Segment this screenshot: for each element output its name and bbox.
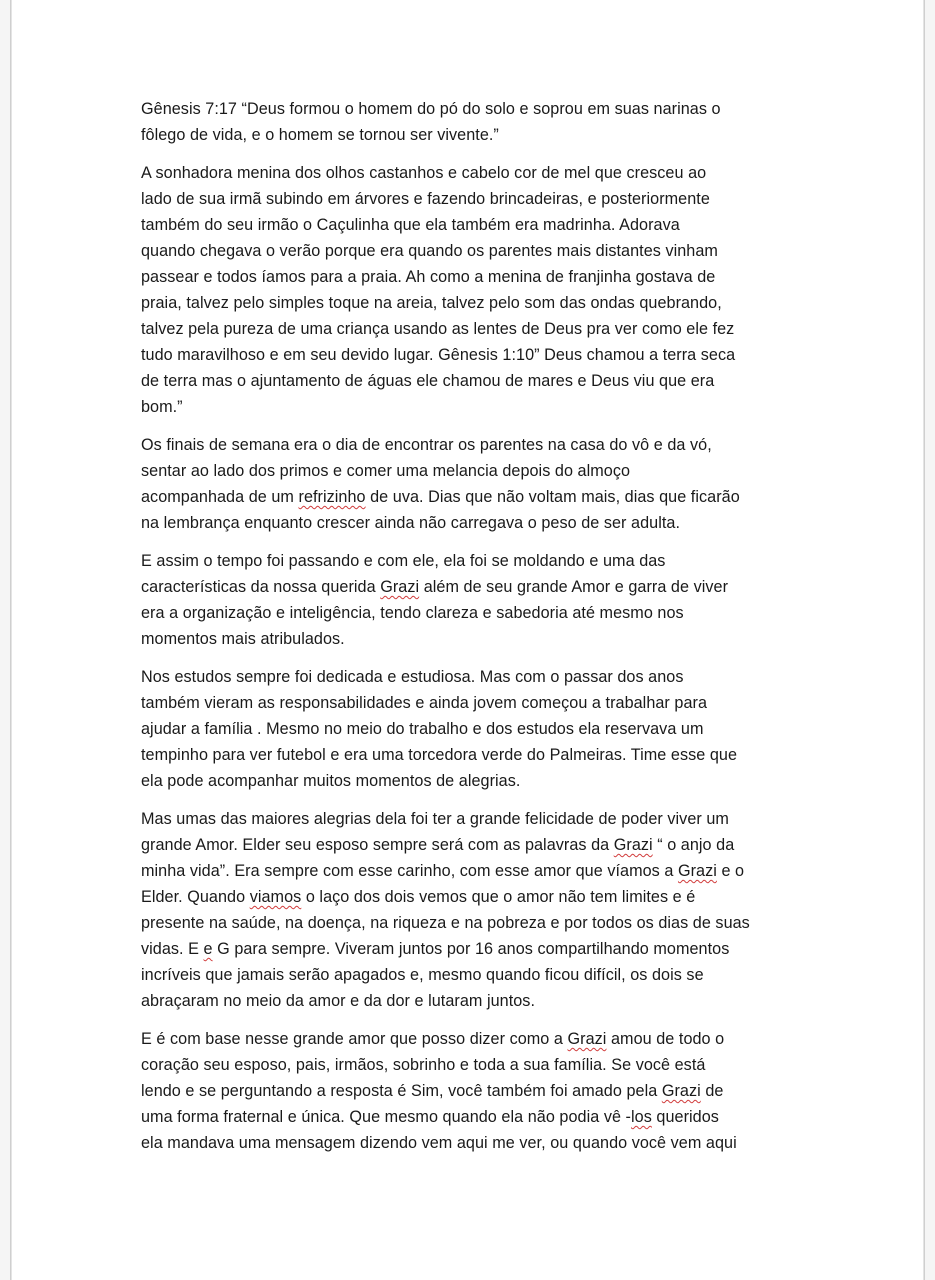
paragraph bbox=[141, 806, 811, 1014]
text-segment: tempinho para ver futebol e era uma torcedora verde do Palmeiras. Time esse que bbox=[141, 746, 738, 764]
text-segment: além de seu grande Amor e garra de viver bbox=[419, 578, 729, 596]
paragraph bbox=[141, 160, 811, 420]
paragraph bbox=[141, 548, 811, 652]
spelling-error-word[interactable]: los bbox=[631, 1108, 652, 1126]
text-segment: lado de sua irmã subindo em árvores e fazendo brincadeiras, e posteriormente bbox=[141, 190, 710, 208]
text-line bbox=[141, 768, 811, 794]
paragraph bbox=[141, 664, 811, 794]
text-segment: passear e todos íamos para a praia. Ah como a menina de franjinha gostava de bbox=[141, 268, 716, 286]
text-line bbox=[141, 626, 811, 652]
text-segment: Gênesis 7:17 “Deus formou o homem do pó do solo e soprou em suas narinas o bbox=[141, 100, 721, 118]
text-line bbox=[141, 1078, 811, 1104]
spelling-error-word[interactable]: Grazi bbox=[380, 578, 420, 596]
text-segment: era a organização e inteligência, tendo clareza e sabedoria até mesmo nos bbox=[141, 604, 684, 622]
text-segment: A sonhadora menina dos olhos castanhos e cabelo cor de mel que cresceu ao bbox=[141, 164, 707, 182]
text-segment: também vieram as responsabilidades e ainda jovem começou a trabalhar para bbox=[141, 694, 708, 712]
text-segment: de terra mas o ajuntamento de águas ele chamou de mares e Deus viu que era bbox=[141, 372, 715, 390]
text-segment: E assim o tempo foi passando e com ele, ela foi se moldando e uma das bbox=[141, 552, 666, 570]
text-segment: uma forma fraternal e única. Que mesmo quando ela não podia vê - bbox=[141, 1108, 632, 1126]
text-segment: momentos mais atribulados. bbox=[141, 630, 345, 648]
text-segment: Os finais de semana era o dia de encontrar os parentes na casa do vô e da vó, bbox=[141, 436, 712, 454]
text-line bbox=[141, 858, 811, 884]
text-line bbox=[141, 160, 811, 186]
text-segment: tudo maravilhoso e em seu devido lugar. Gênesis 1:10” Deus chamou a terra seca bbox=[141, 346, 736, 364]
text-line bbox=[141, 238, 811, 264]
text-segment: o laço dos dois vemos que o amor não tem limites e é bbox=[301, 888, 696, 906]
text-line bbox=[141, 574, 811, 600]
text-line bbox=[141, 1130, 811, 1156]
text-line bbox=[141, 600, 811, 626]
text-line bbox=[141, 96, 811, 122]
spelling-error-word[interactable]: viamos bbox=[249, 888, 302, 906]
spelling-error-word[interactable]: e bbox=[203, 940, 213, 958]
text-line bbox=[141, 212, 811, 238]
text-line bbox=[141, 264, 811, 290]
text-line bbox=[141, 936, 811, 962]
document-page bbox=[10, 0, 925, 1280]
text-line bbox=[141, 716, 811, 742]
text-line bbox=[141, 1104, 811, 1130]
text-segment: bom.” bbox=[141, 398, 183, 416]
paragraph bbox=[141, 1026, 811, 1156]
text-line bbox=[141, 742, 811, 768]
text-line bbox=[141, 458, 811, 484]
spelling-error-word[interactable]: Grazi bbox=[567, 1030, 607, 1048]
text-segment: sentar ao lado dos primos e comer uma melancia depois do almoço bbox=[141, 462, 631, 480]
text-segment: amou de todo o bbox=[606, 1030, 725, 1048]
text-segment: queridos bbox=[651, 1108, 719, 1126]
text-line bbox=[141, 484, 811, 510]
text-line bbox=[141, 988, 811, 1014]
spelling-error-word[interactable]: Grazi bbox=[677, 862, 717, 880]
text-segment: fôlego de vida, e o homem se tornou ser vivente.” bbox=[141, 126, 499, 144]
text-segment: de bbox=[700, 1082, 724, 1100]
text-line bbox=[141, 186, 811, 212]
text-segment: presente na saúde, na doença, na riqueza e na pobreza e por todos os dias de suas bbox=[141, 914, 750, 932]
spelling-error-word[interactable]: Grazi bbox=[661, 1082, 701, 1100]
text-segment: ajudar a família . Mesmo no meio do trabalho e dos estudos ela reservava um bbox=[141, 720, 704, 738]
text-line bbox=[141, 962, 811, 988]
text-line bbox=[141, 806, 811, 832]
spelling-error-word[interactable]: refrizinho bbox=[298, 488, 366, 506]
document-body[interactable] bbox=[141, 96, 811, 1168]
text-segment: Elder. Quando bbox=[141, 888, 250, 906]
text-segment: e o bbox=[716, 862, 745, 880]
text-segment: lendo e se perguntando a resposta é Sim, você também foi amado pela bbox=[141, 1082, 662, 1100]
text-line bbox=[141, 1052, 811, 1078]
text-segment: E é com base nesse grande amor que posso dizer como a bbox=[141, 1030, 568, 1048]
spelling-error-word[interactable]: Grazi bbox=[613, 836, 653, 854]
text-segment: Nos estudos sempre foi dedicada e estudiosa. Mas com o passar dos anos bbox=[141, 668, 684, 686]
text-line bbox=[141, 664, 811, 690]
text-segment: talvez pela pureza de uma criança usando as lentes de Deus pra ver como ele fez bbox=[141, 320, 735, 338]
text-line bbox=[141, 432, 811, 458]
text-line bbox=[141, 1026, 811, 1052]
text-segment: minha vida”. Era sempre com esse carinho, com esse amor que víamos a bbox=[141, 862, 678, 880]
text-line bbox=[141, 342, 811, 368]
text-segment: abraçaram no meio da amor e da dor e lutaram juntos. bbox=[141, 992, 536, 1010]
text-line bbox=[141, 122, 811, 148]
text-segment: na lembrança enquanto crescer ainda não carregava o peso de ser adulta. bbox=[141, 514, 680, 532]
text-segment: também do seu irmão o Caçulinha que ela também era madrinha. Adorava bbox=[141, 216, 680, 234]
text-segment: vidas. E bbox=[141, 940, 204, 958]
text-segment: “ o anjo da bbox=[652, 836, 735, 854]
text-segment: quando chegava o verão porque era quando os parentes mais distantes vinham bbox=[141, 242, 718, 260]
paragraph bbox=[141, 96, 811, 148]
text-line bbox=[141, 368, 811, 394]
text-segment: G para sempre. Viveram juntos por 16 anos compartilhando momentos bbox=[212, 940, 730, 958]
text-segment: grande Amor. Elder seu esposo sempre será com as palavras da bbox=[141, 836, 614, 854]
text-segment: características da nossa querida bbox=[141, 578, 381, 596]
text-line bbox=[141, 290, 811, 316]
text-line bbox=[141, 316, 811, 342]
text-line bbox=[141, 394, 811, 420]
text-segment: de uva. Dias que não voltam mais, dias que ficarão bbox=[365, 488, 740, 506]
text-segment: acompanhada de um bbox=[141, 488, 299, 506]
paragraph bbox=[141, 432, 811, 536]
text-segment: Mas umas das maiores alegrias dela foi ter a grande felicidade de poder viver um bbox=[141, 810, 729, 828]
text-line bbox=[141, 832, 811, 858]
text-segment: ela mandava uma mensagem dizendo vem aqui me ver, ou quando você vem aqui bbox=[141, 1134, 737, 1152]
text-line bbox=[141, 884, 811, 910]
text-line bbox=[141, 548, 811, 574]
text-segment: ela pode acompanhar muitos momentos de alegrias. bbox=[141, 772, 521, 790]
text-line bbox=[141, 910, 811, 936]
text-line bbox=[141, 690, 811, 716]
text-segment: coração seu esposo, pais, irmãos, sobrinho e toda a sua família. Se você está bbox=[141, 1056, 706, 1074]
text-segment: incríveis que jamais serão apagados e, mesmo quando ficou difícil, os dois se bbox=[141, 966, 704, 984]
text-line bbox=[141, 510, 811, 536]
text-segment: praia, talvez pelo simples toque na areia, talvez pelo som das ondas quebrando, bbox=[141, 294, 722, 312]
